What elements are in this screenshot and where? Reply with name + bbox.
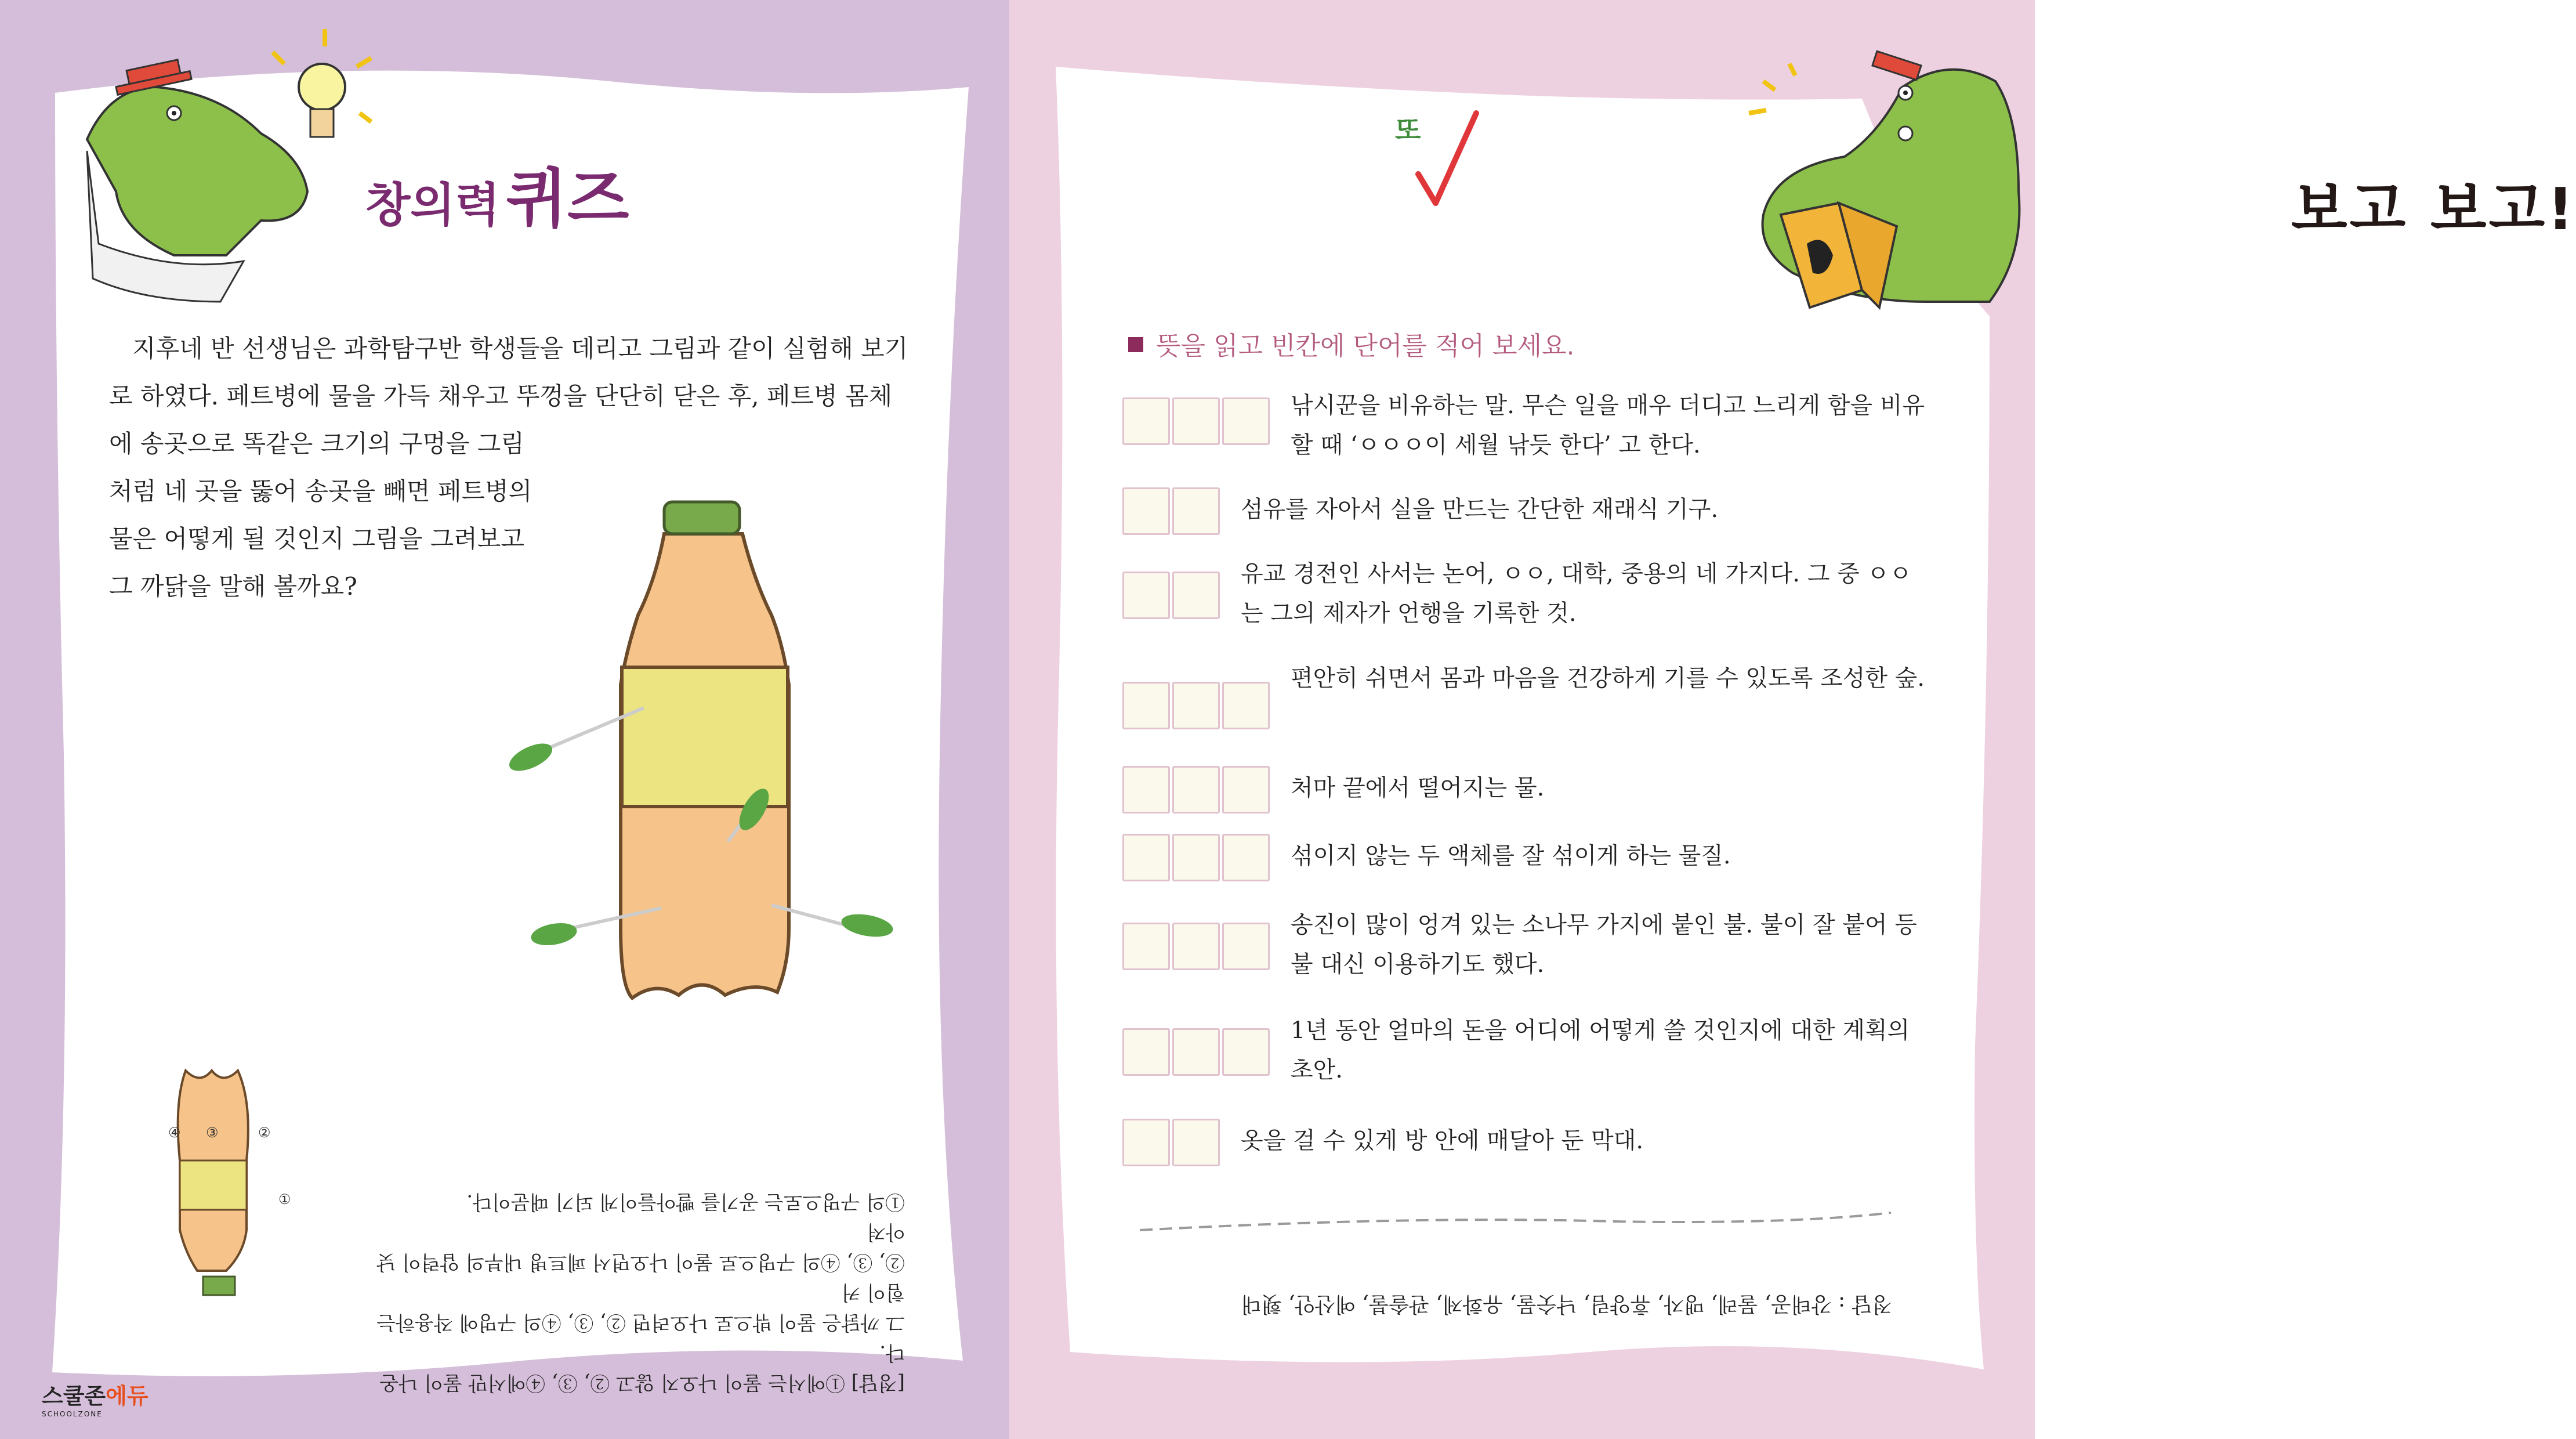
quiz-body-line: 에 송곳으로 똑같은 크기의 구멍을 그림 — [109, 429, 524, 458]
answer-line: [정답] ①에서는 물이 나오지 않고 ②, ③, ④에서만 물이 나온다. — [379, 1341, 905, 1394]
answer-box[interactable] — [1172, 923, 1220, 970]
schoolzone-logo: 스쿨존에듀 SCHOOLZONE — [42, 1383, 148, 1418]
answer-box[interactable] — [1172, 682, 1220, 729]
answer-box[interactable] — [1122, 1119, 1170, 1166]
answer-box[interactable] — [1172, 766, 1220, 813]
right-page — [1009, 0, 2576, 1439]
diagram-label-1: ① — [278, 1191, 291, 1207]
answer-box[interactable] — [1122, 834, 1170, 881]
logo-sub: SCHOOLZONE — [42, 1410, 103, 1418]
answer-box[interactable] — [1172, 834, 1220, 881]
answer-box[interactable] — [1172, 572, 1220, 619]
answer-boxes — [1122, 834, 1272, 881]
answer-line: ①의 구멍으로는 공기를 빨아들이게 되기 때문이다. — [466, 1190, 905, 1213]
vocab-clue: 유교 경전인 사서는 논어, ㅇㅇ, 대학, 중용의 네 가지다. 그 중 ㅇㅇ는 그의 제자가 언행을 기록한 것. — [1241, 561, 1912, 627]
answer-box[interactable] — [1222, 923, 1270, 970]
answer-box[interactable] — [1222, 397, 1270, 445]
answer-box[interactable] — [1172, 397, 1220, 445]
quiz-body-line: 물은 어떻게 될 것인지 그림을 그려보고 — [109, 525, 524, 553]
answer-boxes — [1122, 682, 1272, 729]
answer-box[interactable] — [1222, 766, 1270, 813]
check-mark-label: 또 — [1395, 114, 1421, 146]
vocab-clue: 섬유를 자아서 실을 만드는 간단한 재래식 기구. — [1241, 496, 1719, 523]
answer-box[interactable] — [1122, 682, 1170, 729]
vocab-clue: 편안히 쉬면서 몸과 마음을 건강하게 기를 수 있도록 조성한 숲. — [1291, 665, 1925, 692]
answer-box[interactable] — [1122, 487, 1170, 535]
instruction-text: 뜻을 읽고 빈칸에 단어를 적어 보세요. — [1156, 331, 1575, 361]
answer-box[interactable] — [1172, 1028, 1220, 1076]
answer-boxes — [1122, 1028, 1272, 1076]
answer-boxes — [1122, 1119, 1222, 1166]
quiz-body-line: 처럼 네 곳을 뚫어 송곳을 빼면 페트병의 — [109, 477, 532, 505]
dinosaur-reading-icon — [1749, 51, 2019, 308]
answer-boxes — [1122, 923, 1272, 970]
instruction — [1128, 325, 1574, 362]
answer-box[interactable] — [1222, 834, 1270, 881]
answer-boxes — [1122, 572, 1222, 619]
diagram-label-4: ④ — [168, 1125, 181, 1141]
answer-box[interactable] — [1122, 397, 1170, 445]
answer-box[interactable] — [1122, 766, 1170, 813]
vocab-clue: 송진이 많이 엉겨 있는 소나무 가지에 붙인 불. 불이 잘 붙어 등불 대신 이용하기도 했다. — [1291, 912, 1917, 978]
quiz-question — [109, 325, 915, 610]
quiz-title-part2: 퀴즈 — [505, 162, 629, 236]
square-bullet-icon — [1128, 337, 1143, 352]
bogo-answers-upside-down: 정답 : 강태공, 물레, 맹자, 휴양림, 낙숫물, 유화제, 관솔불, 예산안, 횃대 — [1241, 1292, 1893, 1316]
vocab-clue: 낚시꾼을 비유하는 말. 무슨 일을 매우 더디고 느리게 함을 비유할 때 ‘ㅇㅇㅇ이 세월 낚듯 한다’ 고 한다. — [1291, 392, 1925, 458]
answer-box[interactable] — [1222, 1028, 1270, 1076]
diagram-label-3: ③ — [206, 1125, 219, 1141]
quiz-title — [365, 148, 629, 240]
vocab-clue: 옷을 걸 수 있게 방 안에 매달아 둔 막대. — [1241, 1127, 1644, 1154]
quiz-answer-upside-down — [371, 1187, 905, 1398]
quiz-body-line: 지후네 반 선생님은 과학탐구반 학생들을 데리고 그림과 같이 실험해 보기 — [132, 334, 908, 363]
diagram-label-2: ② — [258, 1125, 271, 1141]
answer-boxes — [1122, 397, 1272, 445]
vocab-clue: 1년 동안 얼마의 돈을 어디에 어떻게 쓸 것인지에 대한 계획의 초안. — [1291, 1017, 1910, 1083]
quiz-body-line: 그 까닭을 말해 볼까요? — [109, 572, 357, 601]
quiz-body-line: 로 하였다. 페트병에 물을 가득 채우고 뚜껑을 단단히 닫은 후, 페트병 몸체 — [109, 382, 893, 410]
answer-box[interactable] — [1172, 487, 1220, 535]
quiz-title-part1: 창의력 — [365, 178, 500, 232]
answer-box[interactable] — [1172, 1119, 1220, 1166]
left-page — [0, 0, 1009, 1439]
answer-boxes — [1122, 487, 1222, 535]
vocab-clue: 처마 끝에서 떨어지는 물. — [1291, 775, 1545, 801]
answer-box[interactable] — [1122, 923, 1170, 970]
vocab-clue: 섞이지 않는 두 액체를 잘 섞이게 하는 물질. — [1291, 843, 1731, 869]
answer-box[interactable] — [1222, 682, 1270, 729]
answer-line: ②, ③, ④의 구멍으로 물이 나오면서 페트병 내부의 압력이 낮아져 — [376, 1220, 905, 1274]
answer-box[interactable] — [1122, 1028, 1170, 1076]
answer-boxes — [1122, 766, 1272, 813]
bogo-title: 보고 보고! — [2291, 175, 2576, 243]
answer-line: 그 까닭은 물이 밖으로 나오려면 ②, ③, ④의 구멍에 작용하는 힘이 커 — [376, 1281, 905, 1334]
answer-box[interactable] — [1122, 572, 1170, 619]
